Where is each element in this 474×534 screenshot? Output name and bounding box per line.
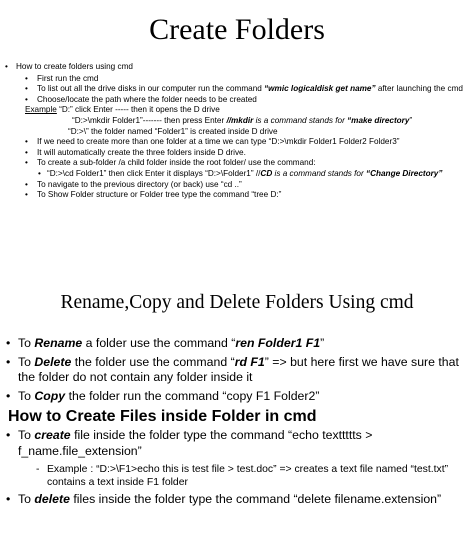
page-title: Create Folders: [149, 13, 325, 46]
bullet-icon: •: [25, 179, 28, 189]
list-item: - Example : “D:>\F1>echo this is test file > test.doc” => creates a text file named “test.txt” contains a text inside F1 folder: [36, 463, 449, 488]
bullet-icon: •: [25, 73, 28, 83]
bullet-icon: •: [6, 428, 11, 443]
list-item: • It will automatically create the three folders inside D drive.: [25, 147, 246, 157]
bullet-icon: •: [6, 354, 11, 369]
section-heading: How to create folders using cmd: [16, 62, 133, 71]
example-line: Example “D:” click Enter ----- then it opens the D drive: [25, 105, 220, 115]
bullet-icon: •: [5, 62, 8, 71]
bullet-icon: •: [25, 147, 28, 157]
files-heading: How to Create Files inside Folder in cmd: [8, 408, 317, 426]
bullet-icon: •: [38, 168, 41, 178]
bullet-icon: •: [6, 388, 11, 403]
list-item: • To create file inside the folder type the command “echo texttttts > f_name.file_extension”: [6, 428, 373, 458]
example-line: “D:>\mkdir Folder1”------- then press Enter //mkdir is a command stands for “make directory”: [72, 115, 413, 125]
list-item: • To Delete the folder use the command “rd F1” => but here first we have sure that the folder do not contain any folder inside it: [6, 354, 459, 385]
bullet-icon: •: [6, 491, 11, 506]
list-item: • To create a sub-folder /a child folder inside the root folder/ use the command:: [25, 158, 316, 168]
list-item: • To Rename a folder use the command “ren Folder1 F1”: [6, 336, 325, 350]
bullet-icon: •: [25, 158, 28, 168]
list-item: • Choose/locate the path where the folder needs to be created: [25, 94, 257, 104]
rename-copy-delete-section: [0, 336, 474, 510]
create-folders-section: [0, 62, 474, 201]
list-item: • To delete files inside the folder type the command “delete filename.extension”: [6, 491, 442, 506]
list-item: • First run the cmd: [25, 73, 99, 83]
list-item: • To navigate to the previous directory (or back) use “cd ..”: [25, 179, 242, 189]
bullet-icon: •: [25, 94, 28, 104]
section-title: Rename,Copy and Delete Folders Using cmd: [60, 292, 414, 313]
example-line: “D:>\” the folder named “Folder1” is created inside D drive: [68, 126, 278, 136]
bullet-icon: •: [25, 137, 28, 147]
bullet-icon: •: [6, 336, 11, 350]
bullet-icon: •: [25, 190, 28, 200]
command-text: “wmic logicaldisk get name”: [264, 84, 376, 94]
list-item: • If we need to create more than one folder at a time we can type “D:>\mkdir Folder1 Folder2 Folder3”: [25, 137, 400, 147]
list-item: • To Copy the folder run the command “copy F1 Folder2”: [6, 388, 320, 403]
list-item: [0, 62, 474, 73]
dash-icon: -: [36, 463, 40, 475]
list-item: • To list out all the drive disks in our computer run the command “wmic logicaldisk get name” after launching the cmd: [25, 84, 463, 94]
example-label: Example: [25, 105, 57, 115]
list-item: • To Show Folder structure or Folder tree type the command “tree D:”: [25, 190, 282, 200]
bullet-icon: •: [25, 84, 28, 94]
list-item: • “D:>\cd Folder1” then click Enter it displays “D:>\Folder1” //CD is a command stands for “Change Directory”: [38, 168, 443, 178]
